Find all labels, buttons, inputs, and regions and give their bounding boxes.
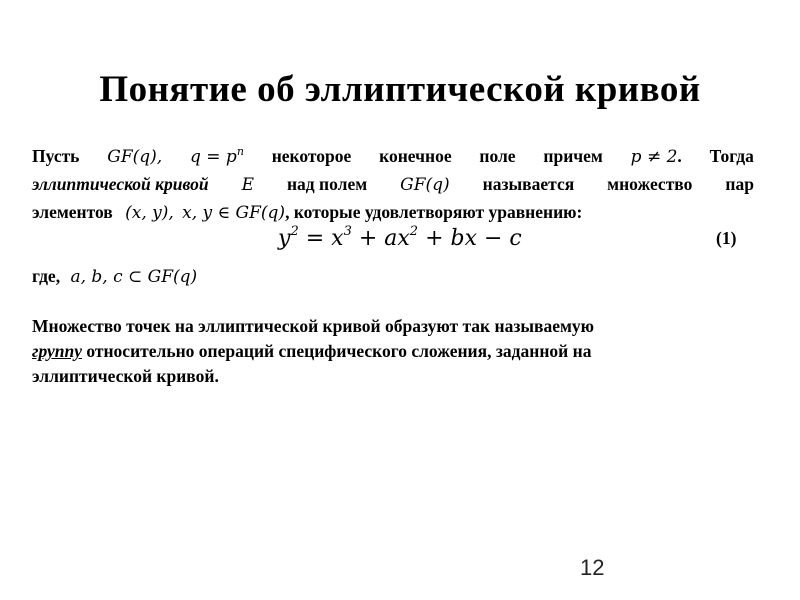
math-q-eq-p: q = p — [189, 147, 237, 167]
word-konechnoe: конечное — [379, 146, 452, 166]
page-number: 12 — [580, 555, 605, 580]
eq-equals: = — [298, 226, 332, 251]
text-which-satisfy: , которые удовлетворяют уравнению: — [285, 202, 583, 222]
paragraph2 — [32, 314, 772, 389]
word-gde: где, — [32, 266, 61, 286]
math-p-neq-2-group — [631, 142, 682, 171]
word-prichem: причем — [543, 146, 603, 166]
paragraph2-line2-rest: относительно операций специфического сложения, заданной на — [81, 341, 592, 361]
math-e: E — [241, 175, 254, 195]
math-gfq-2: GF(q) — [400, 175, 450, 195]
eq-term2: + ax — [351, 226, 410, 251]
paragraph1-line3 — [32, 198, 582, 227]
paragraph1-line1 — [32, 142, 754, 171]
math-gfq: GF(q), — [107, 147, 163, 167]
word-par: пар — [725, 174, 754, 194]
paragraph1-line2 — [32, 170, 754, 199]
equation-1 — [278, 226, 522, 251]
word-elementov: элементов — [32, 202, 113, 222]
eq-lhs: y — [278, 226, 291, 251]
paragraph2-line3: эллиптической кривой. — [32, 366, 219, 386]
paragraph2-line2 — [32, 339, 772, 364]
word-mnozhestvo: множество — [607, 174, 693, 194]
math-xy-in-gfq: x, y ∈ GF(q) — [182, 203, 286, 223]
equation-number: (1) — [716, 228, 737, 248]
paragraph2-line1: Множество точек на эллиптической кривой образуют так называемую — [32, 316, 595, 336]
word-nekotoroe: некоторое — [271, 146, 352, 166]
slide-title: Понятие об эллиптической кривой — [99, 69, 701, 110]
math-xy: (x, y), — [125, 203, 174, 223]
eq-lhs-exp: 2 — [290, 224, 299, 239]
math-exponent-n: n — [236, 145, 244, 158]
eq-term1-exp: 3 — [343, 224, 352, 239]
word-togda: Тогда — [709, 146, 754, 166]
math-abc-subset-gfq: a, b, c ⊂ GF(q) — [70, 267, 198, 287]
word-pust: Пусть — [32, 146, 80, 166]
math-q-eq-pn — [190, 143, 244, 171]
eq-term3: + bx − c — [418, 226, 522, 251]
where-line — [32, 262, 197, 291]
eq-term2-exp: 2 — [409, 224, 419, 239]
word-pole: поле — [479, 146, 516, 166]
math-p-neq-2: p ≠ 2 — [630, 147, 678, 167]
term-elliptic-curve: эллиптической кривой — [32, 174, 209, 194]
word-nazyvaetsya: называется — [482, 174, 575, 194]
words-nad-polem: над полем — [286, 174, 368, 194]
term-group: группу — [32, 341, 82, 361]
eq-term1: x — [331, 226, 344, 251]
period: . — [677, 146, 682, 166]
